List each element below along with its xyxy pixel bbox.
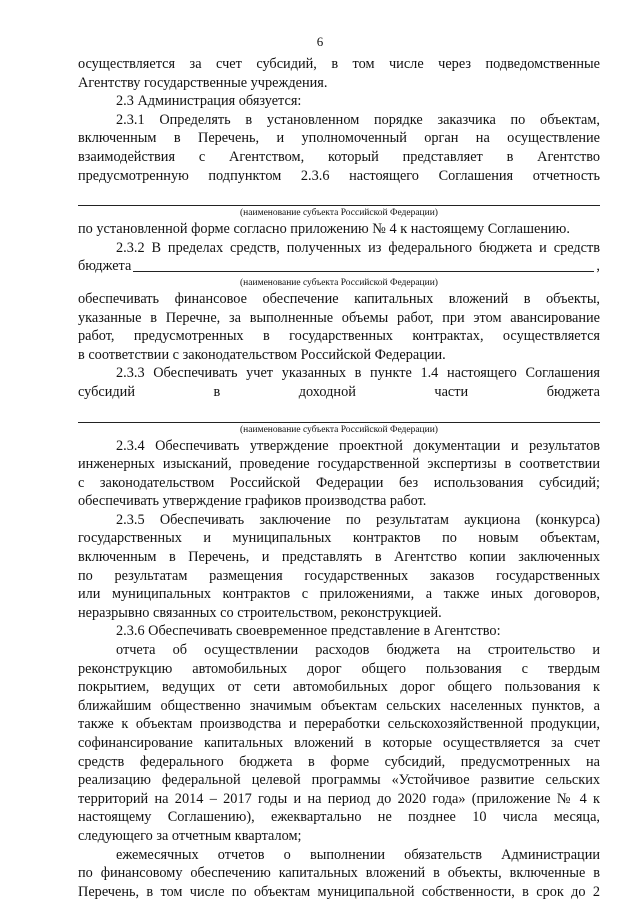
text-line: 2.3.3 Обеспечивать учет указанных в пункте 1.4 настоящего Соглашения — [116, 365, 600, 382]
text-line: включенным в Перечень, и уполномоченный орган на осуществление — [78, 130, 600, 147]
text-line: неразрывно связанных со строительством, реконструкцией. — [78, 604, 442, 621]
text-line: софинансирование капитальных вложений в которые осуществляется за счет — [78, 735, 600, 751]
text-line: реконструкцию автомобильных дорог общего пользования с твердым — [78, 660, 600, 677]
clause-heading: 2.3 Администрация обязуется: — [116, 93, 302, 110]
fill-in-blank — [78, 185, 600, 206]
text-line: с законодательством Российской Федерации без использования субсидий; — [78, 474, 600, 491]
text-line: 2.3.4 Обеспечивать утверждение проектной документации и результатов — [116, 437, 600, 454]
text-line: государственных и муниципальных контрактов по новым объектам, — [78, 530, 600, 547]
text-line: по установленной форме согласно приложению № 4 к настоящему Соглашению. — [78, 221, 570, 238]
text-line: работ, предусмотренных в государственных контрактах, осуществляется — [78, 328, 600, 345]
page-number: 6 — [316, 34, 324, 49]
text-line: обеспечивать финансовое обеспечение капитальных вложений в объекты, — [78, 290, 600, 307]
text-line: в соответствии с законодательством Российской Федерации. — [78, 346, 446, 363]
text-line: настоящему Соглашению), ежеквартально не позднее 10 числа месяца, — [78, 809, 600, 826]
text-line: предусмотренную подпунктом 2.3.6 настоящего Соглашения отчетность — [78, 167, 600, 184]
fill-in-blank — [78, 402, 600, 423]
text-line: покрытием, ведущих от сети автомобильных дорог общего пользования к — [78, 679, 600, 696]
text-line: по результатам размещения государственных заказов государственных — [78, 567, 600, 584]
text-line: субсидий в доходной части бюджета — [78, 383, 600, 400]
fill-in-blank — [133, 270, 594, 272]
blank-caption: (наименование субъекта Российской Федерации) — [240, 208, 438, 219]
text-line: территорий на 2014 – 2017 годы и на период до 2020 года» (приложение № 4 к — [78, 790, 600, 807]
text-line: средств федерального бюджета в форме субсидий, предусмотренных на — [78, 753, 600, 770]
text-line: осуществляется за счет субсидий, в том числе через подведомственные — [78, 56, 600, 72]
text-line: отчета об осуществлении расходов бюджета на строительство и — [116, 642, 600, 659]
text-line: обеспечивать утверждение графиков производства работ. — [78, 493, 427, 510]
text-line: 2.3.6 Обеспечивать своевременное представление в Агентство: — [116, 623, 501, 640]
blank-caption: (наименование субъекта Российской Федерации) — [240, 424, 438, 435]
text-line: по финансовому обеспечению капитальных вложений в объекты, включенные в — [78, 865, 600, 882]
budget-line — [78, 257, 600, 276]
document-body — [78, 55, 600, 901]
text-line: или муниципальных контрактов с приложениями, а также иных договоров, — [78, 586, 600, 603]
text-line: Агентству государственные учреждения. — [78, 74, 328, 91]
text-line: включенным в Перечень, и представлять в Агентство копии заключенных — [78, 549, 600, 566]
text-line: ежемесячных отчетов о выполнении обязательств Администрации — [116, 846, 600, 863]
text-line: Перечень, в том числе по объектам муниципальной собственности, в срок до 2 — [78, 883, 600, 900]
text-line: инженерных изысканий, проведение государственной экспертизы в соответствии — [78, 456, 600, 473]
text-line: 2.3.1 Определять в установленном порядке заказчика по объектам, — [116, 111, 600, 128]
text-line: ближайшим общественно значимым объектам сельских населенных пунктов, а — [78, 697, 600, 714]
blank-caption: (наименование субъекта Российской Федерации) — [240, 277, 438, 288]
text-line: 2.3.2 В пределах средств, полученных из федерального бюджета и средств — [116, 239, 600, 256]
text-line: также к объектам производства и переработки сельскохозяйственной продукции, — [78, 716, 600, 733]
text-line: взаимодействия с Агентством, который представляет в Агентство — [78, 148, 600, 165]
text-line: 2.3.5 Обеспечивать заключение по результатам аукциона (конкурса) — [116, 511, 600, 528]
text-line: следующего за отчетным кварталом; — [78, 827, 302, 844]
text-line: реализацию федеральной целевой программы «Устойчивое развитие сельских — [78, 772, 600, 789]
budget-word: бюджета — [78, 258, 132, 275]
text-line: указанные в Перечне, за выполненные объемы работ, при этом авансирование — [78, 309, 600, 326]
comma: , — [596, 258, 600, 275]
